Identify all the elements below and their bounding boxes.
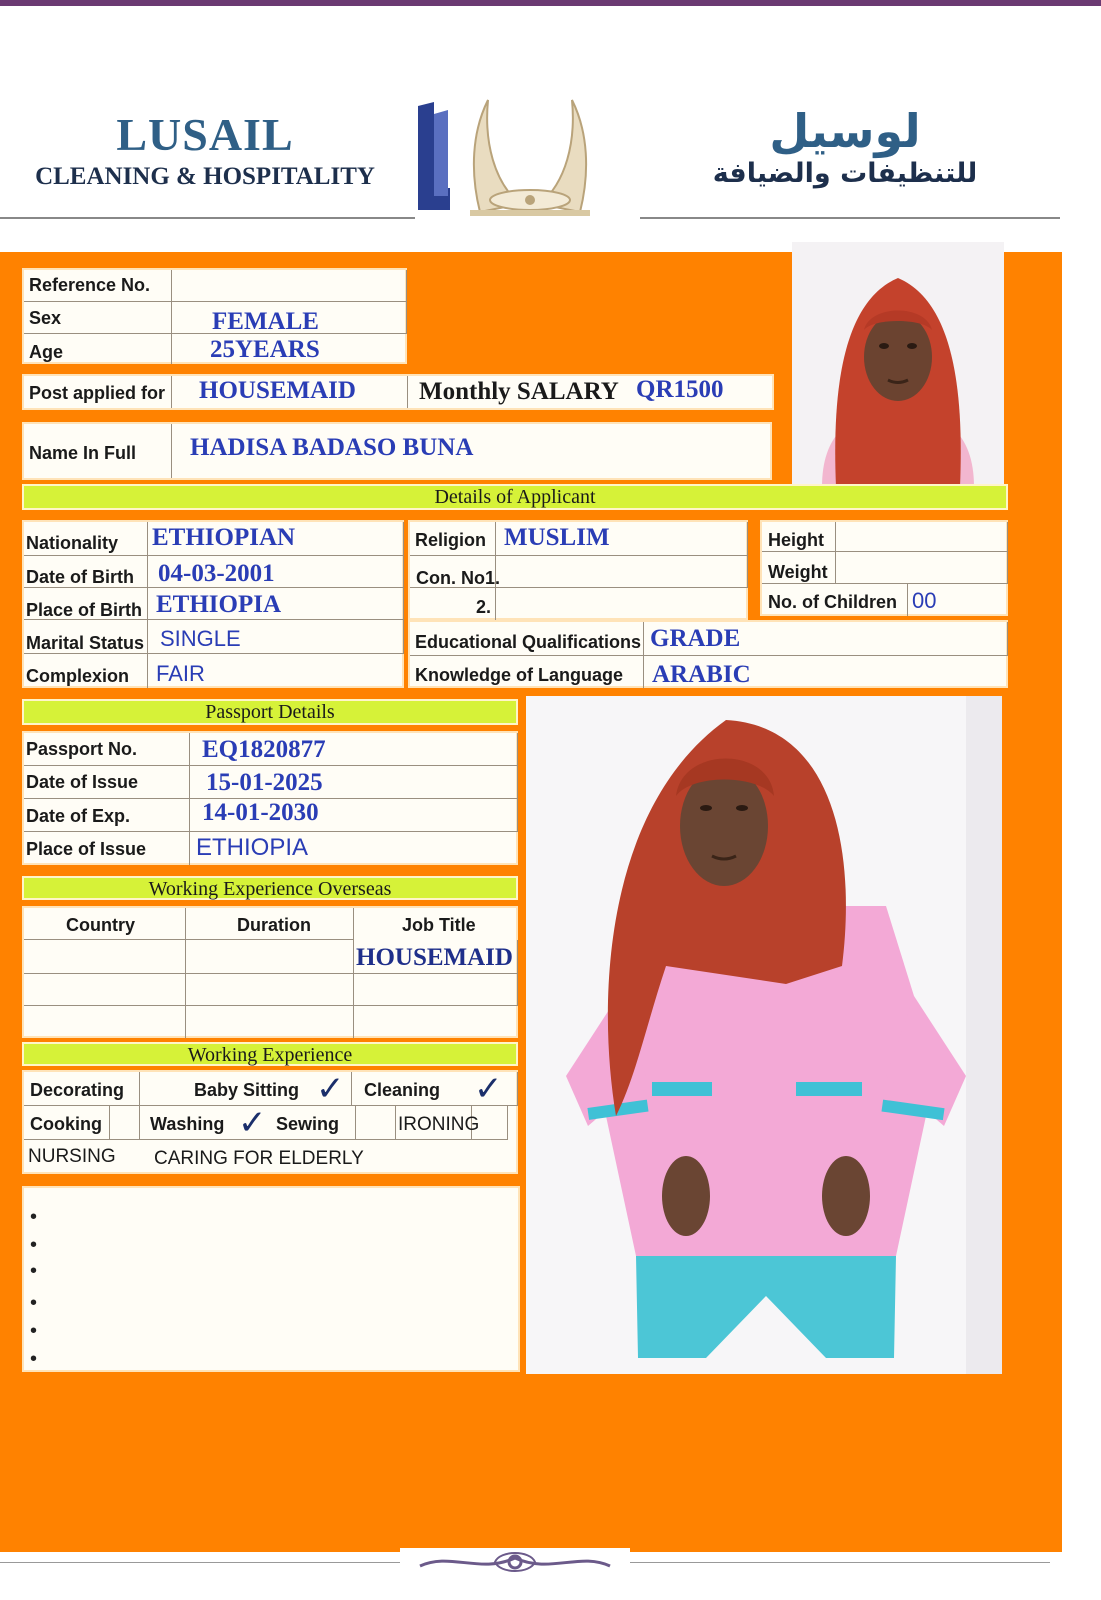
- skill-cooking: Cooking: [30, 1114, 102, 1134]
- overseas-table: [22, 906, 518, 1038]
- nationality-value: ETHIOPIAN: [152, 524, 296, 551]
- marital-value: SINGLE: [160, 626, 241, 651]
- applicant-full-photo: [526, 696, 1002, 1374]
- post-value: HOUSEMAID: [199, 377, 356, 404]
- education-language-box: [408, 620, 1008, 688]
- experience-grid: [22, 1070, 518, 1174]
- passport-no-value: EQ1820877: [202, 736, 326, 763]
- marital-label: Marital Status: [26, 633, 145, 653]
- religion-label: Religion: [415, 530, 486, 550]
- language-value: ARABIC: [652, 661, 751, 688]
- education-value: GRADE: [650, 625, 741, 652]
- full-body-image: [526, 696, 1002, 1374]
- children-value: 00: [912, 588, 937, 613]
- language-label: Knowledge of Language: [415, 665, 624, 685]
- skill-nursing: NURSING: [28, 1146, 116, 1167]
- skill-caring-elderly: CARING FOR ELDERLY: [154, 1148, 364, 1169]
- pob-value: ETHIOPIA: [156, 591, 282, 618]
- post-salary-box: [22, 374, 774, 410]
- full-name-value: HADISA BADASO BUNA: [190, 434, 474, 461]
- issue-date-value: 15-01-2025: [206, 769, 323, 796]
- age-label: Age: [29, 342, 64, 362]
- portrait-image: [792, 242, 1004, 487]
- note-bullet-6: •: [30, 1348, 38, 1370]
- company-name-ar: لوسيل: [769, 104, 921, 158]
- skill-washing: Washing: [150, 1114, 225, 1134]
- pob-label: Place of Birth: [26, 600, 143, 620]
- company-tagline-en: CLEANING & HOSPITALITY: [35, 163, 375, 190]
- col-country-header: Country: [66, 915, 135, 935]
- expiry-date-label: Date of Exp.: [26, 806, 131, 826]
- dob-label: Date of Birth: [26, 567, 134, 587]
- footer-ornament-icon: [400, 1548, 630, 1578]
- overseas-row-1-job: HOUSEMAID: [356, 944, 513, 971]
- full-name-label: Name In Full: [29, 443, 137, 463]
- expiry-date-value: 14-01-2030: [202, 799, 319, 826]
- height-label: Height: [768, 530, 824, 550]
- contact-1-label: Con. No1.: [416, 568, 500, 588]
- post-label: Post applied for: [29, 383, 166, 403]
- children-label: No. of Children: [768, 592, 897, 612]
- company-logo: [410, 92, 650, 222]
- passport-box: [22, 731, 518, 865]
- contact-2-label: 2.: [476, 597, 492, 617]
- details-left-box: [22, 520, 404, 688]
- dob-value: 04-03-2001: [158, 560, 275, 587]
- col-job-header: Job Title: [402, 915, 476, 935]
- overseas-section-header: Working Experience Overseas: [22, 876, 518, 900]
- age-value: 25YEARS: [210, 336, 320, 363]
- experience-section-header: Working Experience: [22, 1042, 518, 1066]
- company-name-en: LUSAIL: [116, 109, 294, 160]
- company-tagline-ar: للتنظيفات والضيافة: [712, 158, 978, 189]
- sex-label: Sex: [29, 308, 62, 328]
- reference-label: Reference No.: [29, 275, 151, 295]
- notes-box: [22, 1186, 520, 1372]
- sex-value: FEMALE: [212, 308, 319, 335]
- note-bullet-3: •: [30, 1260, 38, 1282]
- passport-section-header: Passport Details: [22, 699, 518, 725]
- passport-no-label: Passport No.: [26, 739, 138, 759]
- note-bullet-1: •: [30, 1206, 38, 1228]
- brand-arabic: [660, 104, 1030, 189]
- education-label: Educational Qualifications: [415, 632, 642, 652]
- skill-decorating: Decorating: [30, 1080, 125, 1100]
- details-middle-box: [408, 520, 748, 620]
- brand-english: [30, 108, 380, 191]
- issue-date-label: Date of Issue: [26, 772, 139, 792]
- skill-cleaning: Cleaning: [364, 1080, 441, 1100]
- note-bullet-5: •: [30, 1320, 38, 1342]
- skill-baby-sitting: Baby Sitting: [194, 1080, 300, 1100]
- cleaning-check-icon: ✓: [474, 1069, 503, 1109]
- skill-sewing: Sewing: [276, 1114, 340, 1134]
- note-bullet-2: •: [30, 1234, 38, 1256]
- note-bullet-4: •: [30, 1292, 38, 1314]
- skill-ironing: IRONING: [398, 1114, 480, 1135]
- details-right-box: [760, 520, 1008, 616]
- complexion-label: Complexion: [26, 666, 130, 686]
- header-divider-right: [640, 217, 1060, 219]
- full-name-box: [22, 422, 772, 480]
- place-of-issue-value: ETHIOPIA: [196, 834, 309, 861]
- baby-sitting-check-icon: ✓: [316, 1069, 345, 1109]
- washing-check-icon: ✓: [238, 1103, 267, 1143]
- salary-value: QR1500: [636, 376, 724, 403]
- weight-label: Weight: [768, 562, 828, 582]
- place-of-issue-label: Place of Issue: [26, 839, 147, 859]
- complexion-value: FAIR: [156, 661, 205, 686]
- top-accent-bar: [0, 0, 1101, 6]
- header-divider-left: [0, 217, 415, 219]
- col-duration-header: Duration: [237, 915, 311, 935]
- applicant-portrait-photo: [792, 242, 1004, 487]
- religion-value: MUSLIM: [504, 524, 610, 551]
- nationality-label: Nationality: [26, 533, 119, 553]
- basic-info-box: [22, 268, 407, 364]
- details-section-header: Details of Applicant: [22, 484, 1008, 510]
- salary-label: Monthly SALARY: [419, 378, 619, 405]
